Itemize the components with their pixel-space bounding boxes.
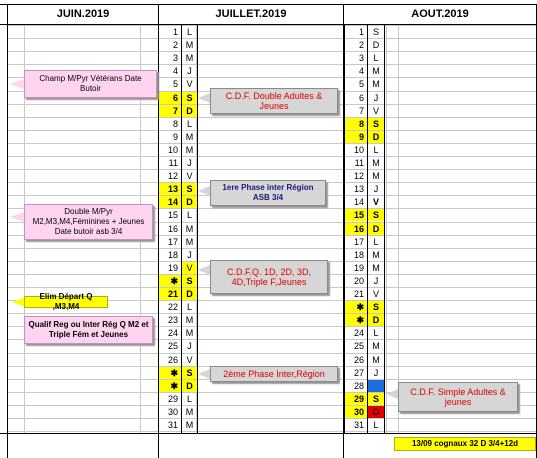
callout-cdfq-pointer bbox=[198, 265, 210, 275]
august-day-number: 31 bbox=[353, 420, 364, 430]
august-day-number: 8 bbox=[345, 118, 367, 130]
august-weekday: J bbox=[373, 93, 379, 103]
row-gridline bbox=[8, 287, 158, 288]
august-day-number: 9 bbox=[345, 131, 367, 143]
july-day-number: ✱ bbox=[159, 380, 181, 392]
row-gridline bbox=[8, 64, 158, 65]
row-gridline bbox=[8, 195, 158, 196]
july-day-number: 17 bbox=[167, 237, 178, 247]
row-gridline bbox=[159, 431, 343, 432]
july-weekday: J bbox=[187, 66, 192, 76]
cell-column-line bbox=[384, 25, 385, 433]
july-weekday: M bbox=[185, 224, 194, 234]
callout-cdfq: C.D.F.Q. 1D, 2D, 3D, 4D,Triple F,Jeunes bbox=[210, 260, 328, 294]
july-weekday: M bbox=[185, 40, 194, 50]
july-weekday: M bbox=[185, 237, 194, 247]
july-weekday: V bbox=[186, 355, 193, 365]
month-header-july: JUILLET.2019 bbox=[215, 8, 287, 20]
row-gridline bbox=[8, 169, 158, 170]
callout-elim-pointer bbox=[12, 298, 24, 306]
august-day-number: 14 bbox=[353, 197, 364, 207]
row-gridline bbox=[344, 431, 536, 432]
july-day-number: 6 bbox=[159, 92, 181, 104]
july-day-number: 23 bbox=[167, 315, 178, 325]
row-gridline bbox=[8, 51, 158, 52]
july-day-number: 25 bbox=[167, 341, 178, 351]
august-day-number: 11 bbox=[354, 158, 364, 168]
callout-cdf-double: C.D.F. Double Adultes & Jeunes bbox=[210, 88, 338, 114]
row-gridline bbox=[8, 418, 158, 419]
july-day-number: 19 bbox=[167, 263, 178, 273]
july-weekday: L bbox=[186, 27, 192, 37]
july-weekday: S bbox=[182, 92, 197, 104]
august-day-number: 18 bbox=[353, 250, 364, 260]
row-gridline bbox=[8, 313, 158, 314]
left-border bbox=[7, 4, 8, 458]
august-weekday: D bbox=[368, 131, 384, 143]
august-weekday: V bbox=[372, 197, 379, 207]
july-weekday: J bbox=[187, 158, 192, 168]
july-day-number: 1 bbox=[172, 27, 178, 37]
july-day-number: 14 bbox=[159, 196, 181, 208]
row-gridline bbox=[8, 143, 158, 144]
august-weekday: M bbox=[372, 341, 380, 351]
august-weekday: V bbox=[372, 106, 379, 116]
august-day-number: 3 bbox=[358, 53, 364, 63]
august-weekday: L bbox=[373, 420, 379, 430]
july-day-number: 15 bbox=[167, 210, 178, 220]
july-weekday: J bbox=[187, 250, 192, 260]
august-day-number: 21 bbox=[353, 289, 364, 299]
august-weekday: D bbox=[368, 406, 384, 418]
callout-double-mpyr: Double M/Pyr M2,M3,M4,Féminines + Jeunes Date butoir asb 3/4 bbox=[24, 204, 153, 240]
july-day-number: 2 bbox=[172, 40, 178, 50]
july-day-number: 21 bbox=[159, 288, 181, 300]
august-day-number: ✱ bbox=[345, 314, 367, 326]
july-day-number: 9 bbox=[172, 132, 178, 142]
august-weekday: M bbox=[372, 355, 380, 365]
callout-champ-veterans: Champ M/Pyr Vétérans Date Butoir bbox=[24, 70, 157, 98]
column-gridline bbox=[398, 25, 399, 433]
july-day-number: 16 bbox=[167, 224, 178, 234]
august-day-number: 5 bbox=[358, 79, 364, 89]
august-weekday: M bbox=[372, 250, 380, 260]
july-day-number: 24 bbox=[167, 328, 178, 338]
august-weekday: J bbox=[373, 276, 379, 286]
august-weekday: M bbox=[372, 158, 380, 168]
august-day-number: 2 bbox=[358, 40, 364, 50]
july-day-number: 26 bbox=[167, 355, 178, 365]
july-day-number: 22 bbox=[167, 302, 178, 312]
august-day-number: 24 bbox=[353, 328, 364, 338]
august-day-number: 7 bbox=[358, 106, 364, 116]
july-weekday: M bbox=[185, 132, 194, 142]
column-gridline bbox=[386, 25, 387, 433]
august-weekday bbox=[368, 380, 384, 392]
july-weekday: L bbox=[186, 119, 192, 129]
august-weekday: L bbox=[373, 145, 379, 155]
august-weekday: D bbox=[372, 40, 380, 50]
month-header-august: AOUT.2019 bbox=[411, 8, 469, 20]
callout-phase1: 1ere Phase inter Région ASB 3/4 bbox=[210, 180, 326, 206]
row-gridline bbox=[8, 431, 158, 432]
august-weekday: M bbox=[372, 79, 380, 89]
august-weekday: M bbox=[372, 66, 380, 76]
august-day-number: 20 bbox=[353, 276, 364, 286]
row-gridline bbox=[8, 379, 158, 380]
row-gridline bbox=[8, 182, 158, 183]
row-gridline bbox=[8, 38, 158, 39]
row-gridline bbox=[8, 274, 158, 275]
callout-champ-pointer bbox=[10, 79, 24, 89]
july-weekday: D bbox=[182, 196, 197, 208]
row-gridline bbox=[8, 261, 158, 262]
callout-elim-depart: Elim Départ Q ,M3,M4 bbox=[24, 296, 108, 308]
callout-qualif-reg: Qualif Reg ou Inter Rég Q M2 et Triple Fém et Jeunes bbox=[24, 316, 153, 344]
august-day-number: 4 bbox=[358, 66, 364, 76]
august-day-number: 1 bbox=[358, 27, 364, 37]
bottom-border bbox=[0, 433, 537, 434]
july-weekday: D bbox=[182, 288, 197, 300]
july-day-number: 29 bbox=[167, 394, 178, 404]
august-weekday: S bbox=[368, 393, 384, 405]
july-day-number: ✱ bbox=[159, 275, 181, 287]
august-day-number: 17 bbox=[353, 237, 364, 247]
august-day-number: 10 bbox=[353, 145, 364, 155]
row-gridline bbox=[8, 392, 158, 393]
august-weekday: L bbox=[373, 237, 379, 247]
august-day-number: 12 bbox=[353, 171, 364, 181]
august-weekday: M bbox=[372, 171, 380, 181]
july-day-number: 7 bbox=[159, 105, 181, 117]
callout-double-pointer bbox=[10, 212, 24, 222]
august-day-number: 26 bbox=[353, 355, 364, 365]
july-weekday: V bbox=[182, 262, 197, 274]
july-weekday: L bbox=[186, 394, 192, 404]
july-day-number: 3 bbox=[172, 53, 178, 63]
row-gridline bbox=[8, 156, 158, 157]
july-day-number: 12 bbox=[167, 171, 178, 181]
july-day-number: 4 bbox=[172, 66, 178, 76]
july-weekday: S bbox=[182, 183, 197, 195]
july-day-number: 18 bbox=[167, 250, 178, 260]
july-weekday: M bbox=[185, 328, 194, 338]
july-day-number: ✱ bbox=[159, 367, 181, 379]
row-gridline bbox=[8, 117, 158, 118]
july-weekday: D bbox=[182, 105, 197, 117]
july-weekday: J bbox=[187, 341, 192, 351]
july-weekday: S bbox=[182, 275, 197, 287]
row-gridline bbox=[8, 104, 158, 105]
july-weekday: M bbox=[185, 420, 194, 430]
august-day-number: 29 bbox=[345, 393, 367, 405]
july-weekday: M bbox=[185, 315, 194, 325]
july-weekday: V bbox=[186, 79, 193, 89]
august-weekday: S bbox=[368, 301, 384, 313]
row-gridline bbox=[8, 248, 158, 249]
row-gridline bbox=[8, 25, 158, 26]
august-weekday: D bbox=[368, 223, 384, 235]
row-gridline bbox=[8, 366, 158, 367]
july-weekday: D bbox=[182, 380, 197, 392]
august-day-number: 25 bbox=[353, 341, 364, 351]
august-day-number: 28 bbox=[353, 381, 364, 391]
callout-phase1-pointer bbox=[198, 186, 210, 196]
callout-cdf-simple: C.D.F. Simple Adultes & jeunes bbox=[398, 382, 518, 412]
july-day-number: 13 bbox=[159, 183, 181, 195]
august-weekday: M bbox=[372, 263, 380, 273]
august-weekday: L bbox=[373, 328, 379, 338]
callout-cdf-double-pointer bbox=[198, 93, 210, 103]
july-day-number: 10 bbox=[167, 145, 178, 155]
august-day-number: 27 bbox=[353, 368, 364, 378]
july-day-number: 30 bbox=[167, 407, 178, 417]
august-weekday: V bbox=[372, 289, 379, 299]
august-weekday: S bbox=[368, 209, 384, 221]
footer-note: 13/09 cognaux 32 D 3/4+12d bbox=[394, 437, 536, 451]
august-day-number: ✱ bbox=[345, 301, 367, 313]
july-day-number: 8 bbox=[172, 119, 178, 129]
july-day-number: 5 bbox=[172, 79, 178, 89]
july-weekday: L bbox=[186, 210, 192, 220]
august-day-number: 6 bbox=[358, 93, 364, 103]
august-weekday: J bbox=[373, 184, 379, 194]
august-day-number: 19 bbox=[353, 263, 364, 273]
august-weekday: D bbox=[368, 314, 384, 326]
july-weekday: S bbox=[182, 367, 197, 379]
august-day-number: 15 bbox=[345, 209, 367, 221]
july-weekday: L bbox=[186, 302, 192, 312]
july-weekday: M bbox=[185, 53, 194, 63]
july-weekday: V bbox=[186, 171, 193, 181]
july-day-number: 31 bbox=[167, 420, 178, 430]
row-gridline bbox=[8, 353, 158, 354]
callout-cdf-simple-pointer bbox=[386, 389, 398, 399]
august-weekday: J bbox=[373, 368, 379, 378]
august-day-number: 30 bbox=[345, 406, 367, 418]
row-gridline bbox=[8, 405, 158, 406]
august-weekday: S bbox=[372, 27, 379, 37]
august-day-number: 13 bbox=[353, 184, 364, 194]
july-weekday: M bbox=[185, 145, 194, 155]
august-weekday: S bbox=[368, 118, 384, 130]
callout-phase2: 2ème Phase Inter,Région bbox=[210, 366, 338, 382]
august-day-number: 16 bbox=[345, 223, 367, 235]
callout-phase2-pointer bbox=[198, 369, 210, 379]
july-weekday: M bbox=[185, 407, 194, 417]
row-gridline bbox=[8, 130, 158, 131]
month-header-june: JUIN.2019 bbox=[56, 8, 110, 20]
august-weekday: L bbox=[373, 53, 379, 63]
july-day-number: 11 bbox=[168, 158, 178, 168]
